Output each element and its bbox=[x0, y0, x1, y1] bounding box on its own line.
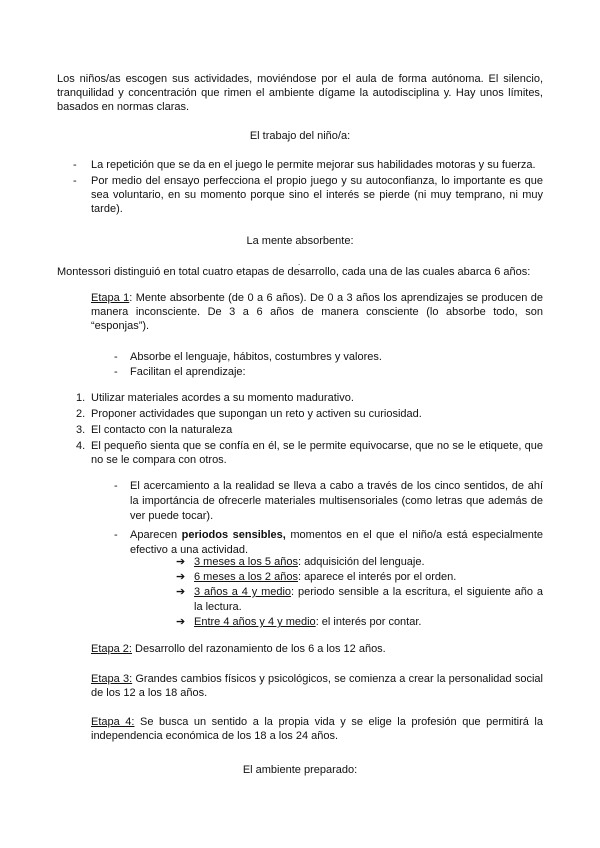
list-item-text: La repetición que se da en el juego le permite mejorar sus habilidades motoras y su fuerza. bbox=[91, 159, 536, 171]
etapa2-label: Etapa 2: bbox=[91, 643, 132, 655]
list-number: 1. bbox=[76, 392, 86, 404]
list-item bbox=[73, 158, 543, 172]
trabajo-list bbox=[73, 158, 543, 216]
etapa3-label: Etapa 3: bbox=[91, 673, 133, 685]
list-item bbox=[114, 528, 543, 558]
etapa2-text: Desarrollo del razonamiento de los 6 a los 12 años. bbox=[131, 643, 386, 655]
periodos-post: momentos en el que el niño/a está especialmente efectivo a una actividad. bbox=[130, 529, 543, 556]
etapa1-bullets bbox=[114, 350, 543, 379]
arrow-icon: ➔ bbox=[176, 571, 186, 583]
list-item bbox=[176, 555, 543, 570]
list-item-text: Facilitan el aprendizaje: bbox=[130, 366, 246, 378]
periodos-pre: Aparecen bbox=[130, 529, 182, 541]
list-item-text: Utilizar materiales acordes a su momento madurativo. bbox=[91, 392, 354, 404]
period-range: 3 meses a los 5 años bbox=[194, 556, 298, 568]
list-item bbox=[114, 479, 543, 524]
list-item-text: Absorbe el lenguaje, hábitos, costumbres y valores. bbox=[130, 351, 382, 363]
montessori-paragraph: Montessori distinguió en total cuatro etapas de desarrollo, cada una de las cuales abarca 6 años: bbox=[57, 266, 531, 278]
list-item bbox=[73, 174, 543, 216]
etapa1-paragraph bbox=[91, 291, 543, 333]
period-text: : el interés por contar. bbox=[315, 616, 422, 628]
list-number: 3. bbox=[76, 424, 86, 436]
list-item-text: Proponer actividades que supongan un reto y activen su curiosidad. bbox=[91, 408, 422, 420]
etapa2-paragraph bbox=[91, 642, 543, 656]
list-number: 2. bbox=[76, 408, 86, 420]
arrow-icon: ➔ bbox=[176, 556, 186, 568]
sensitive-periods-list bbox=[176, 555, 543, 630]
list-item bbox=[176, 585, 543, 615]
dash-marker: - bbox=[73, 159, 77, 171]
period-text: : aparece el interés por el orden. bbox=[297, 571, 457, 583]
dash-marker: - bbox=[114, 351, 118, 363]
list-number: 4. bbox=[76, 440, 86, 452]
period-range: 3 años a 4 y medio bbox=[194, 586, 292, 598]
arrow-icon: ➔ bbox=[176, 616, 186, 628]
sensory-list bbox=[114, 479, 543, 558]
arrow-icon: ➔ bbox=[176, 586, 186, 598]
dash-marker: - bbox=[114, 480, 118, 492]
list-item bbox=[76, 439, 543, 467]
dash-marker: - bbox=[73, 175, 77, 187]
list-item bbox=[76, 423, 543, 437]
intro-paragraph: Los niños/as escogen sus actividades, moviéndose por el aula de forma autónoma. El silencio, tranquilidad y concentración que rimen el ambiente dígame la autodisciplina y. Hay unos límites, basados en normas claras. bbox=[57, 73, 543, 113]
etapa1-text: Mente absorbente (de 0 a 6 años). De 0 a 3 años los aprendizajes se producen de manera inconsciente. De 3 a 6 años de manera consciente (lo absorbe todo, son “esponjas”). bbox=[91, 292, 543, 332]
list-item bbox=[114, 365, 543, 379]
periodos-bold: periodos sensibles, bbox=[181, 529, 286, 541]
sensory-text: El acercamiento a la realidad se lleva a cabo a través de los cinco sentidos, de ahí la importáncia de ofrecerle materiales multisensoriales (como letras que además de ver puede tocar). bbox=[130, 480, 543, 522]
etapa1-colon: : bbox=[129, 292, 133, 304]
etapa3-paragraph bbox=[91, 672, 543, 700]
list-item bbox=[114, 350, 543, 364]
list-item-text: Por medio del ensayo perfecciona el propio juego y su autoconfianza, lo importante es que sea voluntario, en su momento porque sino el interés se pierde (ni muy temprano, ni muy tarde). bbox=[91, 175, 543, 215]
etapa4-text: Se busca un sentido a la propia vida y se elige la profesión que permitirá la independencia económica de los 18 a los 24 años. bbox=[91, 716, 543, 742]
period-range: Entre 4 años y 4 y medio bbox=[194, 616, 316, 628]
period-text: : periodo sensible a la escritura, el siguiente año a la lectura. bbox=[194, 586, 543, 613]
etapa1-label: Etapa 1 bbox=[91, 292, 130, 304]
heading-ambiente: El ambiente preparado: bbox=[242, 764, 358, 776]
list-item bbox=[176, 615, 543, 630]
etapa4-paragraph bbox=[91, 715, 543, 743]
dash-marker: - bbox=[114, 529, 118, 541]
period-text: : adquisición del lenguaje. bbox=[297, 556, 425, 568]
etapa3-text: Grandes cambios físicos y psicológicos, se comienza a crear la personalidad social de los 12 a los 18 años. bbox=[91, 673, 543, 699]
list-item bbox=[76, 391, 543, 405]
etapa4-label: Etapa 4: bbox=[91, 716, 135, 728]
heading-trabajo: El trabajo del niño/a: bbox=[249, 130, 351, 142]
list-item bbox=[76, 407, 543, 421]
stray-dot: . bbox=[298, 258, 301, 267]
numbered-list bbox=[76, 391, 543, 467]
list-item bbox=[176, 570, 543, 585]
heading-mente: La mente absorbente: bbox=[246, 235, 354, 247]
dash-marker: - bbox=[114, 366, 118, 378]
period-range: 6 meses a los 2 años bbox=[194, 571, 298, 583]
list-item-text: El contacto con la naturaleza bbox=[91, 424, 233, 436]
list-item-text: El pequeño sienta que se confía en él, se le permite equivocarse, que no se le etiquete, que no se le compara con otros. bbox=[91, 440, 543, 466]
